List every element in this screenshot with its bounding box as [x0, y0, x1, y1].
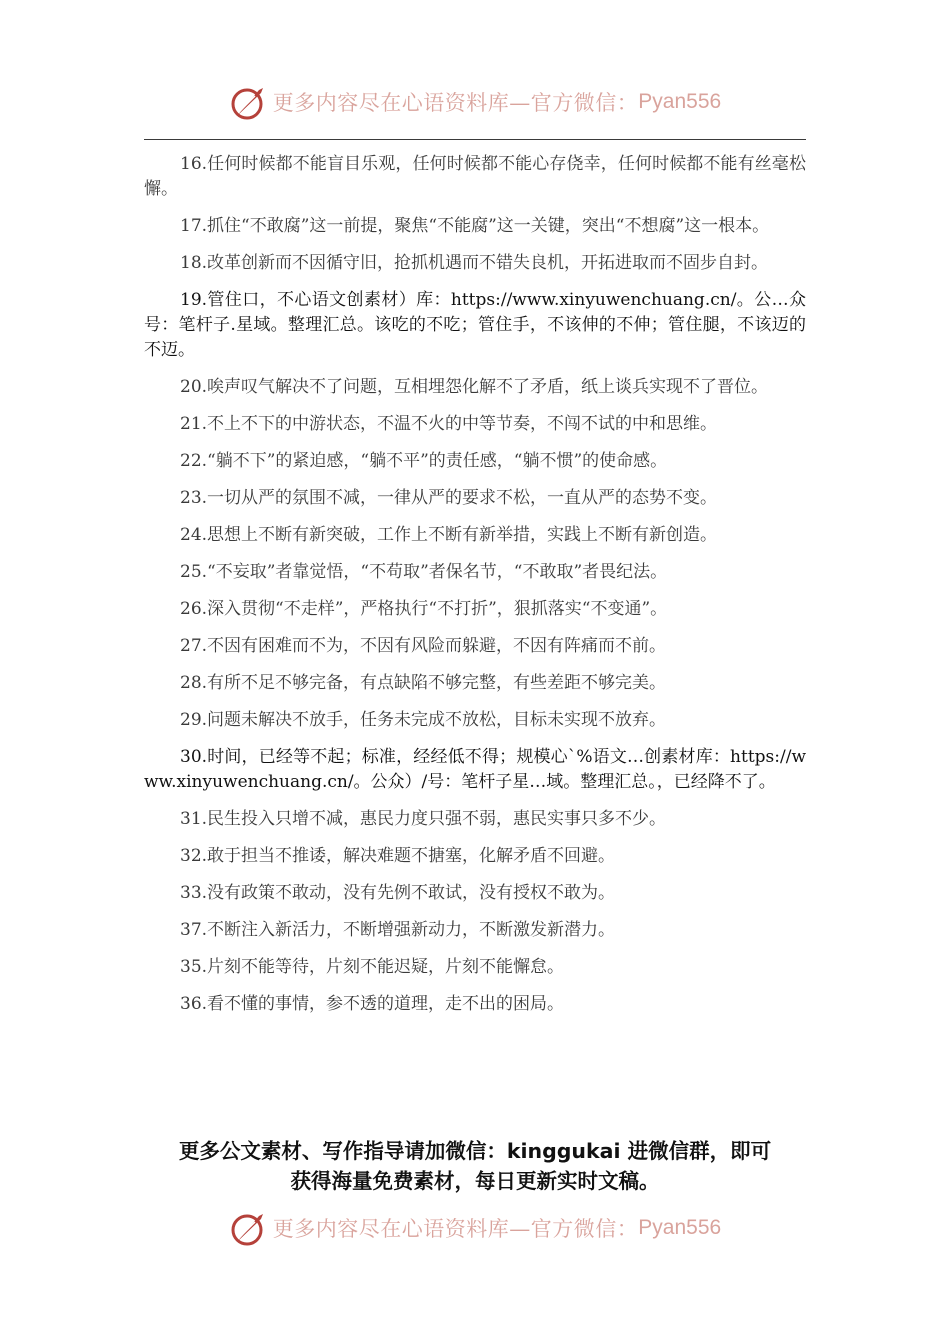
list-item: 24.思想上不断有新突破，工作上不断有新举措，实践上不断有新创造。 [180, 525, 718, 545]
list-item: 30.时间，已经等不起；标准，经经低不得；规模心`%语文…创素材库：https://www.xinyuwenchuang.cn/。公众）/号：笔杆子星…域。整理汇总。，已经降不了。 [144, 747, 806, 792]
list-item: 32.敢于担当不推诿，解决难题不搪塞，化解矛盾不回避。 [180, 846, 616, 866]
list-item: 20.唉声叹气解决不了问题，互相埋怨化解不了矛盾，纸上谈兵实现不了晋位。 [180, 377, 769, 397]
footer-banner-wechat: Pyan556 [638, 1216, 722, 1239]
header-banner-wechat: Pyan556 [638, 90, 722, 113]
wechat-promo-note [120, 1136, 830, 1196]
list-item: 26.深入贯彻“不走样”，严格执行“不打折”，狠抓落实“不变通”。 [180, 599, 668, 619]
document-body [144, 152, 806, 1029]
list-item: 21.不上不下的中游状态，不温不火的中等节奏，不闯不试的中和思维。 [180, 414, 718, 434]
footer-banner [0, 1206, 950, 1250]
list-item: 28.有所不足不够完备，有点缺陷不够完整，有些差距不够完美。 [180, 673, 667, 693]
list-item: 23.一切从严的氛围不减，一律从严的要求不松，一直从严的态势不变。 [180, 488, 718, 508]
list-item: 22.“躺不下”的紧迫感，“躺不平”的责任感，“躺不惯”的使命感。 [180, 451, 668, 471]
list-item: 18.改革创新而不因循守旧，抢抓机遇而不错失良机，开拓进取而不固步自封。 [180, 253, 769, 273]
list-item: 33.没有政策不敢动，没有先例不敢试，没有授权不敢为。 [180, 883, 616, 903]
list-item: 29.问题未解决不放手，任务未完成不放松，目标未实现不放弃。 [180, 710, 667, 730]
footer-banner-text: 更多内容尽在心语资料库—官方微信： [272, 1217, 639, 1241]
header-divider [144, 139, 806, 140]
quill-logo-icon [229, 1208, 269, 1248]
list-item: 19.管住口，不心语文创素材）库：https://www.xinyuwenchuang.cn/。公…众号：笔杆子.星域。整理汇总。该吃的不吃；管住手，不该伸的不伸；管住腿，不该迈的不迈。 [144, 290, 806, 360]
list-item: 25.“不妄取”者靠觉悟，“不苟取”者保名节，“不敢取”者畏纪法。 [180, 562, 668, 582]
promo-line-2: 获得海量免费素材，每日更新实时文稿。 [290, 1169, 660, 1193]
promo-line-1: 更多公文素材、写作指导请加微信：kinggukai 进微信群，即可 [178, 1139, 772, 1163]
header-banner [0, 80, 950, 124]
list-item: 31.民生投入只增不减，惠民力度只强不弱，惠民实事只多不少。 [180, 809, 667, 829]
header-banner-text: 更多内容尽在心语资料库—官方微信： [272, 91, 639, 115]
list-item: 17.抓住“不敢腐”这一前提，聚焦“不能腐”这一关键，突出“不想腐”这一根本。 [180, 216, 770, 236]
quill-logo-icon [229, 82, 269, 122]
list-item: 36.看不懂的事情，参不透的道理，走不出的困局。 [180, 994, 565, 1014]
list-item: 37.不断注入新活力，不断增强新动力，不断激发新潜力。 [180, 920, 616, 940]
list-item: 35.片刻不能等待，片刻不能迟疑，片刻不能懈怠。 [180, 957, 565, 977]
list-item: 27.不因有困难而不为，不因有风险而躲避，不因有阵痛而不前。 [180, 636, 667, 656]
list-item: 16.任何时候都不能盲目乐观，任何时候都不能心存侥幸，任何时候都不能有丝毫松懈。 [144, 154, 806, 199]
